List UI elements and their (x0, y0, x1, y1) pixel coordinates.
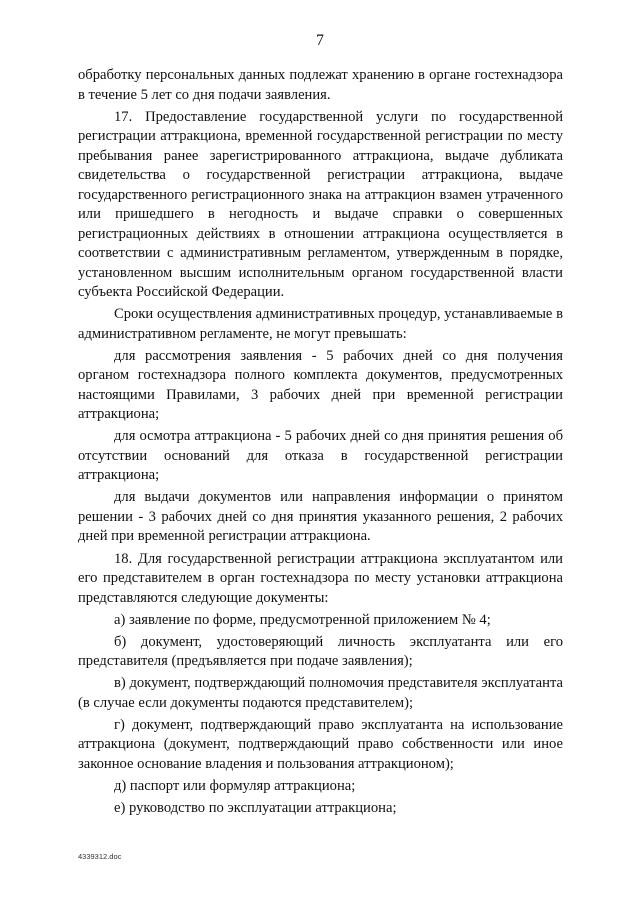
list-item-g: г) документ, подтверждающий право эксплуатанта на использование аттракциона (документ, подтверждающий право собственности или иное законное основание владения и пользования аттракционом); (78, 716, 563, 772)
list-item-b: б) документ, удостоверяющий личность эксплуатанта или его представителя (предъявляется при подаче заявления); (78, 633, 563, 670)
paragraph-continuation: обработку персональных данных подлежат хранению в органе гостехнадзора в течение 5 лет со дня подачи заявления. (78, 67, 563, 103)
list-item-e: е) руководство по эксплуатации аттракциона; (114, 800, 397, 817)
paragraph-deadline-issuance: для выдачи документов или направления информации о принятом решении - 3 рабочих дней со дня принятия указанного решения, 2 рабочих дней при временной регистрации аттракциона. (78, 489, 563, 545)
list-item-d: д) паспорт или формуляр аттракциона; (114, 778, 356, 795)
paragraph-deadline-inspection: для осмотра аттракциона - 5 рабочих дней со дня принятия решения об отсутствии оснований для отказа в государственной регистрации аттракциона; (78, 428, 563, 484)
footer-filename: 4339312.doc (78, 852, 122, 861)
list-item-v: в) документ, подтверждающий полномочия представителя эксплуатанта (в случае если документы подаются представителем); (78, 675, 563, 711)
paragraph-deadline-review: для рассмотрения заявления - 5 рабочих дней со дня получения органом гостехнадзора полного комплекта документов, предусмотренных настоящими Правилами, 3 рабочих дней при временной регистрации аттракциона; (78, 347, 563, 423)
paragraph-deadlines-intro: Сроки осуществления административных процедур, устанавливаемые в административном регламенте, не могут превышать: (78, 306, 563, 342)
list-item-a: а) заявление по форме, предусмотренной приложением № 4; (114, 611, 491, 628)
page-number: 7 (316, 32, 324, 49)
paragraph-item-18: 18. Для государственной регистрации аттракциона эксплуатантом или его представителем в орган гостехнадзора по месту установки аттракциона представляются следующие документы: (78, 550, 563, 606)
paragraph-item-17: 17. Предоставление государственной услуги по государственной регистрации аттракциона, временной государственной регистрации по месту пребывания ранее зарегистрированного аттракциона, выдаче дубликата свидетельства о государственной регистрации аттракциона, выдаче государственного регистрационного знака на аттракцион взамен утраченного или пришедшего в негодность и выдаче справки о совершенных регистрационных действиях в отношении аттракциона осуществляется в соответствии с административным регламентом, утвержденным в порядке, установленном высшим исполнительным органом государственной власти субъекта Российской Федерации. (78, 108, 563, 301)
document-body (78, 66, 563, 821)
